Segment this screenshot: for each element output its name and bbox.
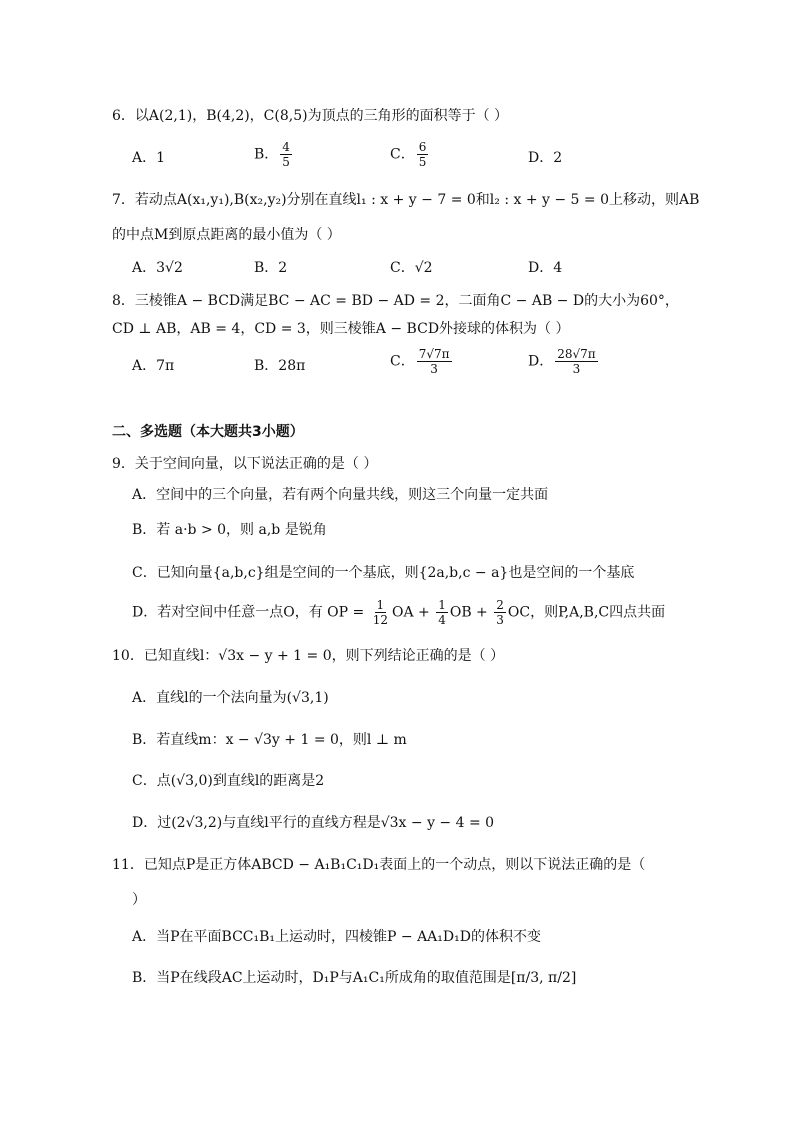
q9-option-d: D．若对空间中任意一点O，有 OP = $\frac{1}{12}$ OA + $\frac{1}{4}$ OB + $\frac{2}{3}$ OC，则P,A,B,C四点共面 [132, 598, 666, 627]
section-heading-multi-choice: 二、多选题（本大题共3小题） [112, 424, 304, 440]
q8-stem-line2: CD ⊥ AB，AB = 4，CD = 3，则三棱锥A − BCD外接球的体积为（ ） [112, 321, 570, 337]
q7-stem-line2: 的中点M到原点距离的最小值为（ ） [112, 227, 341, 243]
q7-option-a: A．3√2 [132, 260, 183, 276]
q11-stem-line2: ） [132, 892, 146, 908]
q8-option-d: D． $\frac{28√7\pi}{3}$ [528, 347, 596, 376]
q10-stem: 10．已知直线l：√3x − y + 1 = 0，则下列结论正确的是（ ） [112, 648, 505, 664]
q8-option-c: C． $\frac{7√7\pi}{3}$ [390, 347, 450, 376]
q7-stem-line1: 7．若动点A(x₁,y₁),B(x₂,y₂)分别在直线l₁ : x + y − 7 = 0和l₂ : x + y − 5 = 0上移动，则AB [112, 192, 700, 208]
q11-option-b: B．当P在线段AC上运动时，D₁P与A₁C₁所成角的取值范围是[π/3, π/2] [132, 970, 577, 986]
q7-option-c: C．√2 [390, 260, 433, 276]
q6-stem: 6．以A(2,1)，B(4,2)，C(8,5)为顶点的三角形的面积等于（ ） [112, 108, 509, 124]
q6-option-d: D．2 [528, 150, 563, 166]
q6-option-b: B． $\frac{4}{5}$ [254, 140, 290, 169]
q6-option-c: C． $\frac{6}{5}$ [390, 140, 427, 169]
q10-option-d: D．过(2√3,2)与直线l平行的直线方程是√3x − y − 4 = 0 [132, 815, 495, 831]
q9-stem: 9．关于空间向量，以下说法正确的是（ ） [112, 456, 378, 472]
q11-option-a: A．当P在平面BCC₁B₁上运动时，四棱锥P − AA₁D₁D的体积不变 [132, 929, 541, 945]
q11-range: [π/3, π/2] [510, 970, 577, 986]
q8-option-a: A．7π [132, 358, 175, 374]
q7-option-d: D．4 [528, 260, 563, 276]
q10-option-a: A．直线l的一个法向量为(√3,1) [132, 690, 329, 706]
q11-stem-line1: 11．已知点P是正方体ABCD − A₁B₁C₁D₁表面上的一个动点，则以下说法正确的是（ [112, 857, 646, 873]
q10-option-b: B．若直线m：x − √3y + 1 = 0，则l ⊥ m [132, 732, 407, 748]
q7-option-b: B．2 [254, 260, 288, 276]
q6-option-a: A．1 [132, 150, 166, 166]
q8-option-b: B．28π [254, 358, 306, 374]
q9-option-b: B．若 a·b > 0，则 a,b 是锐角 [132, 522, 327, 538]
q9-option-c: C．已知向量{a,b,c}组是空间的一个基底，则{2a,b,c − a}也是空间的一个基底 [132, 565, 635, 581]
q10-option-c: C．点(√3,0)到直线l的距离是2 [132, 773, 325, 789]
q8-stem-line1: 8．三棱锥A − BCD满足BC − AC = BD − AD = 2，二面角C − AB − D的大小为60°， [112, 293, 679, 309]
q9-option-a: A．空间中的三个向量，若有两个向量共线，则这三个向量一定共面 [132, 487, 549, 503]
